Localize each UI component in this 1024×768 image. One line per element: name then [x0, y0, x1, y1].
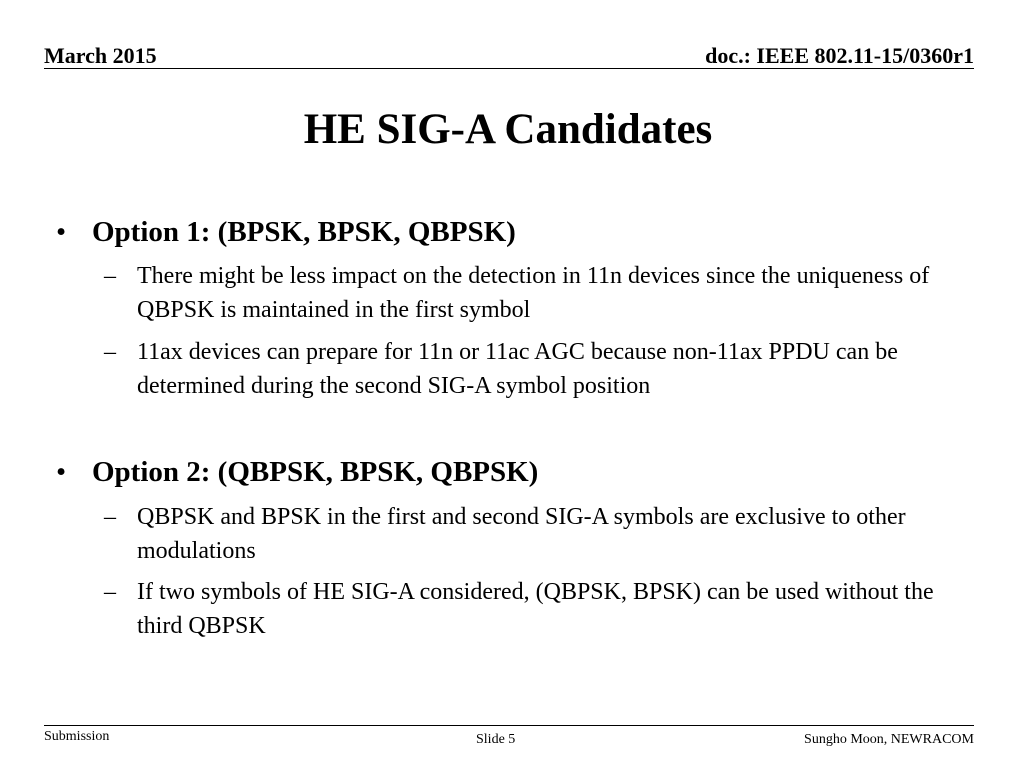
slide-number: Slide 5 [476, 732, 516, 747]
footer-divider [44, 725, 974, 726]
dash-icon: – [104, 263, 116, 289]
document-id: doc.: IEEE 802.11-15/0360r1 [705, 43, 974, 68]
option-1-point-1: There might be less impact on the detection in 11n devices since the uniqueness of QBPSK is maintained in the first symbol [137, 263, 930, 323]
option-2-point-1: QBPSK and BPSK in the first and second SIG-A symbols are exclusive to other modulations [137, 504, 906, 564]
option-2-heading: Option 2: (QBPSK, BPSK, QBPSK) [92, 456, 539, 488]
bullet-icon: • [56, 216, 67, 248]
bullet-icon: • [56, 456, 67, 488]
option-1-point-2: 11ax devices can prepare for 11n or 11ac AGC because non-11ax PPDU can be determined during the second SIG-A symbol position [137, 339, 898, 399]
header-date: March 2015 [44, 43, 157, 68]
slide-title: HE SIG-A Candidates [303, 106, 713, 153]
footer-submission: Submission [44, 729, 110, 744]
dash-icon: – [104, 339, 116, 365]
option-2-point-2: If two symbols of HE SIG-A considered, (QBPSK, BPSK) can be used without the third QBPSK [137, 579, 934, 639]
dash-icon: – [104, 504, 116, 530]
option-1-heading: Option 1: (BPSK, BPSK, QBPSK) [92, 216, 516, 248]
dash-icon: – [104, 579, 116, 605]
footer-author: Sungho Moon, NEWRACOM [804, 732, 974, 747]
